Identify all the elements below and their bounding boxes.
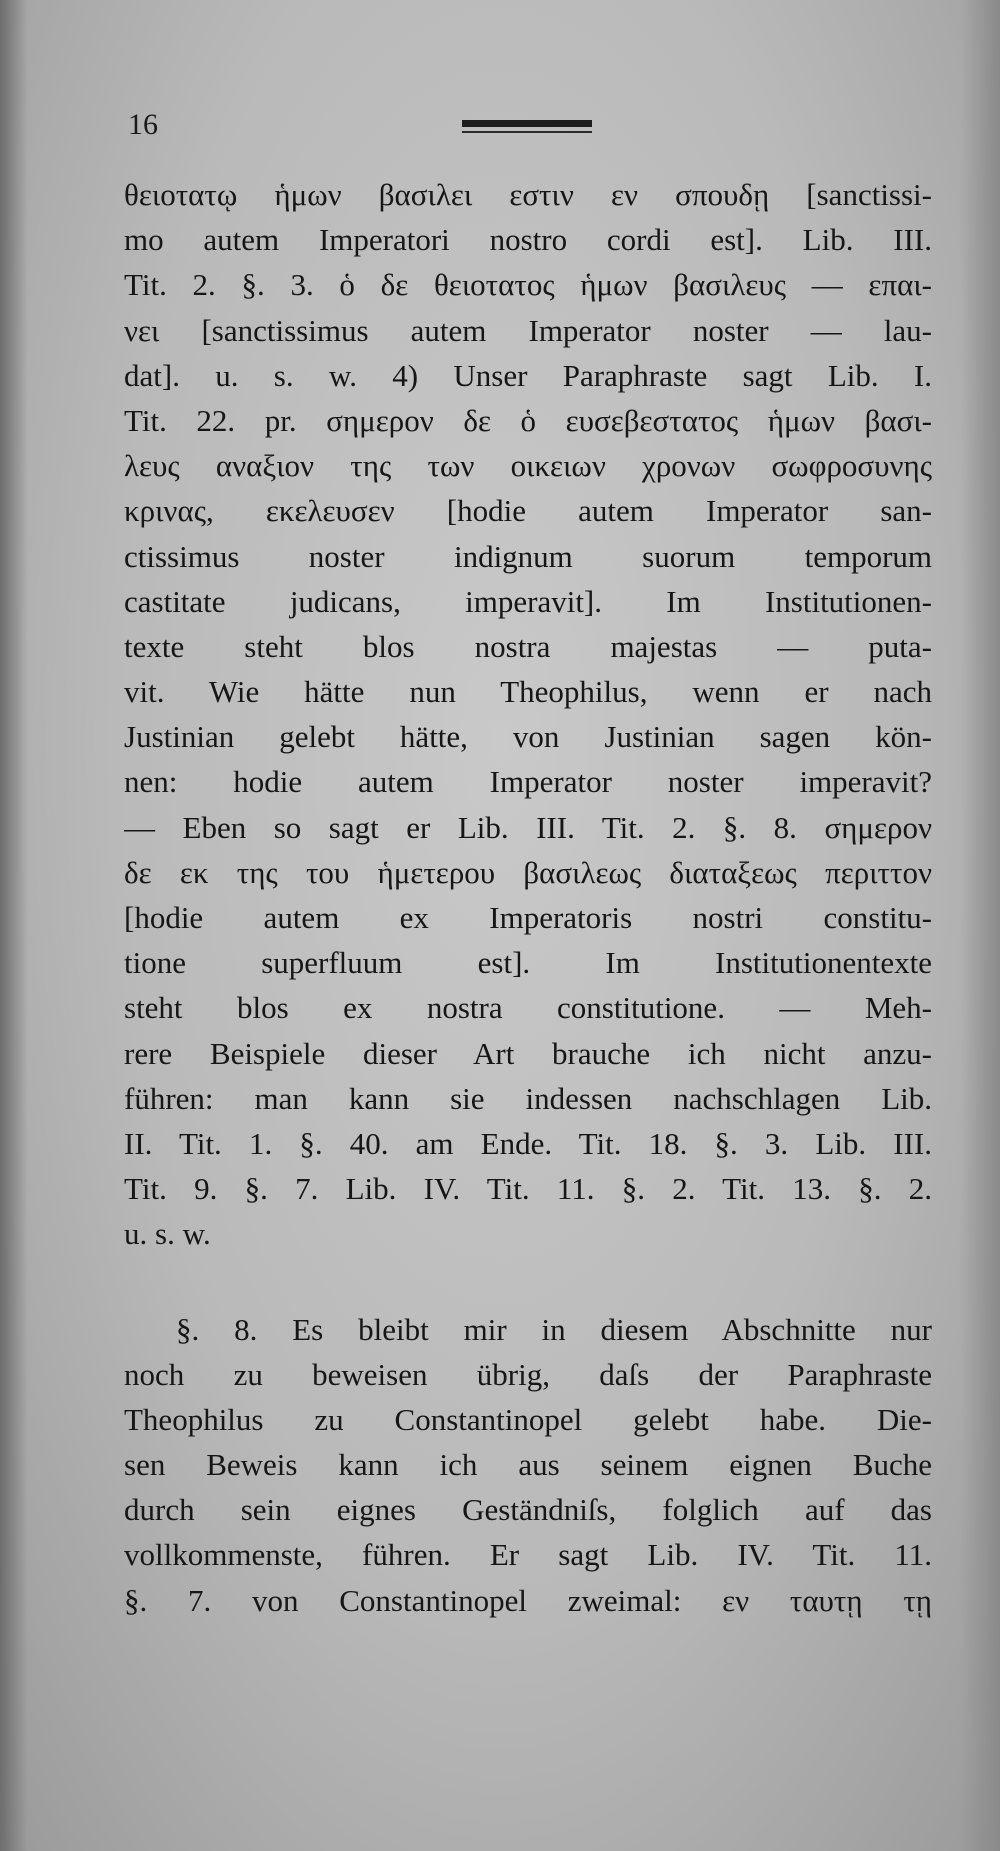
text-line: ctissimus noster indignum suorum temporum — [124, 538, 932, 574]
text-line: nen: hodie autem Imperator noster imperavit? — [124, 764, 932, 800]
text-line: §. 8. Es bleibt mir in diesem Abschnitte nur — [176, 1311, 932, 1347]
text-line: [hodie autem ex Imperatoris nostri constitu- — [124, 900, 932, 935]
text-line: II. Tit. 1. §. 40. am Ende. Tit. 18. §. 3. Lib. III. — [124, 1125, 932, 1161]
text-line: castitate judicans, imperavit]. Im Institutionen- — [124, 583, 932, 619]
page-shadow-left — [0, 0, 28, 1851]
text-line: δε εκ της του ἡμετερου βασιλεως διαταξεως περιττον — [124, 854, 932, 890]
text-line: κρινας, εκελευσεν [hodie autem Imperator san- — [124, 493, 932, 529]
paragraph-2 — [124, 1307, 932, 1623]
body-text — [124, 172, 932, 1623]
text-line: Tit. 2. §. 3. ὁ δε θειοτατος ἡμων βασιλευς — επαι- — [124, 267, 932, 303]
text-line: steht blos ex nostra constitutione. — Meh- — [124, 990, 932, 1026]
text-line: texte steht blos nostra majestas — puta- — [124, 628, 932, 664]
text-line: θειοτατῳ ἡμων βασιλει εστιν εν σπουδῃ [sanctissi- — [124, 177, 932, 212]
text-line: — Eben so sagt er Lib. III. Tit. 2. §. 8. σημερον — [124, 809, 932, 845]
text-line: Theophilus zu Constantinopel gelebt habe. Die- — [124, 1401, 932, 1437]
text-line: vollkommenste, führen. Er sagt Lib. IV. Tit. 11. — [124, 1537, 932, 1573]
text-line: vit. Wie hätte nun Theophilus, wenn er nach — [124, 674, 932, 710]
text-line: Tit. 22. pr. σημερον δε ὁ ευσεβεστατος ἡμων βασι- — [124, 402, 932, 438]
header-rule-thin — [462, 131, 592, 133]
text-line: sen Beweis kann ich aus seinem eignen Buche — [124, 1447, 932, 1483]
text-line: λευς αναξιον της των οικειων χρονων σωφροσυνης — [124, 448, 932, 484]
text-line: dat]. u. s. w. 4) Unser Paraphraste sagt Lib. I. — [124, 357, 932, 393]
header-rule — [462, 120, 592, 136]
text-line: rere Beispiele dieser Art brauche ich nicht anzu- — [124, 1035, 932, 1071]
text-line: νει [sanctissimus autem Imperator noster — lau- — [124, 312, 932, 348]
text-line: noch zu beweisen übrig, daſs der Paraphraste — [124, 1356, 932, 1392]
text-line: tione superfluum est]. Im Institutionentexte — [124, 945, 932, 981]
text-line: Tit. 9. §. 7. Lib. IV. Tit. 11. §. 2. Tit. 13. §. 2. — [124, 1171, 932, 1207]
paragraph-1 — [124, 172, 932, 1257]
text-line: führen: man kann sie indessen nachschlagen Lib. — [124, 1080, 932, 1116]
text-line: u. s. w. — [124, 1216, 211, 1252]
page-number: 16 — [128, 108, 158, 141]
header-rule-thick — [462, 120, 592, 127]
text-line: Justinian gelebt hätte, von Justinian sagen kön- — [124, 719, 932, 755]
text-line: durch sein eignes Geständniſs, folglich auf das — [124, 1492, 932, 1528]
page-shadow-right — [960, 0, 1000, 1851]
text-line: §. 7. von Constantinopel zweimal: εν ταυτῃ τῃ — [124, 1582, 932, 1618]
text-line: mo autem Imperatori nostro cordi est]. Lib. III. — [124, 222, 932, 258]
